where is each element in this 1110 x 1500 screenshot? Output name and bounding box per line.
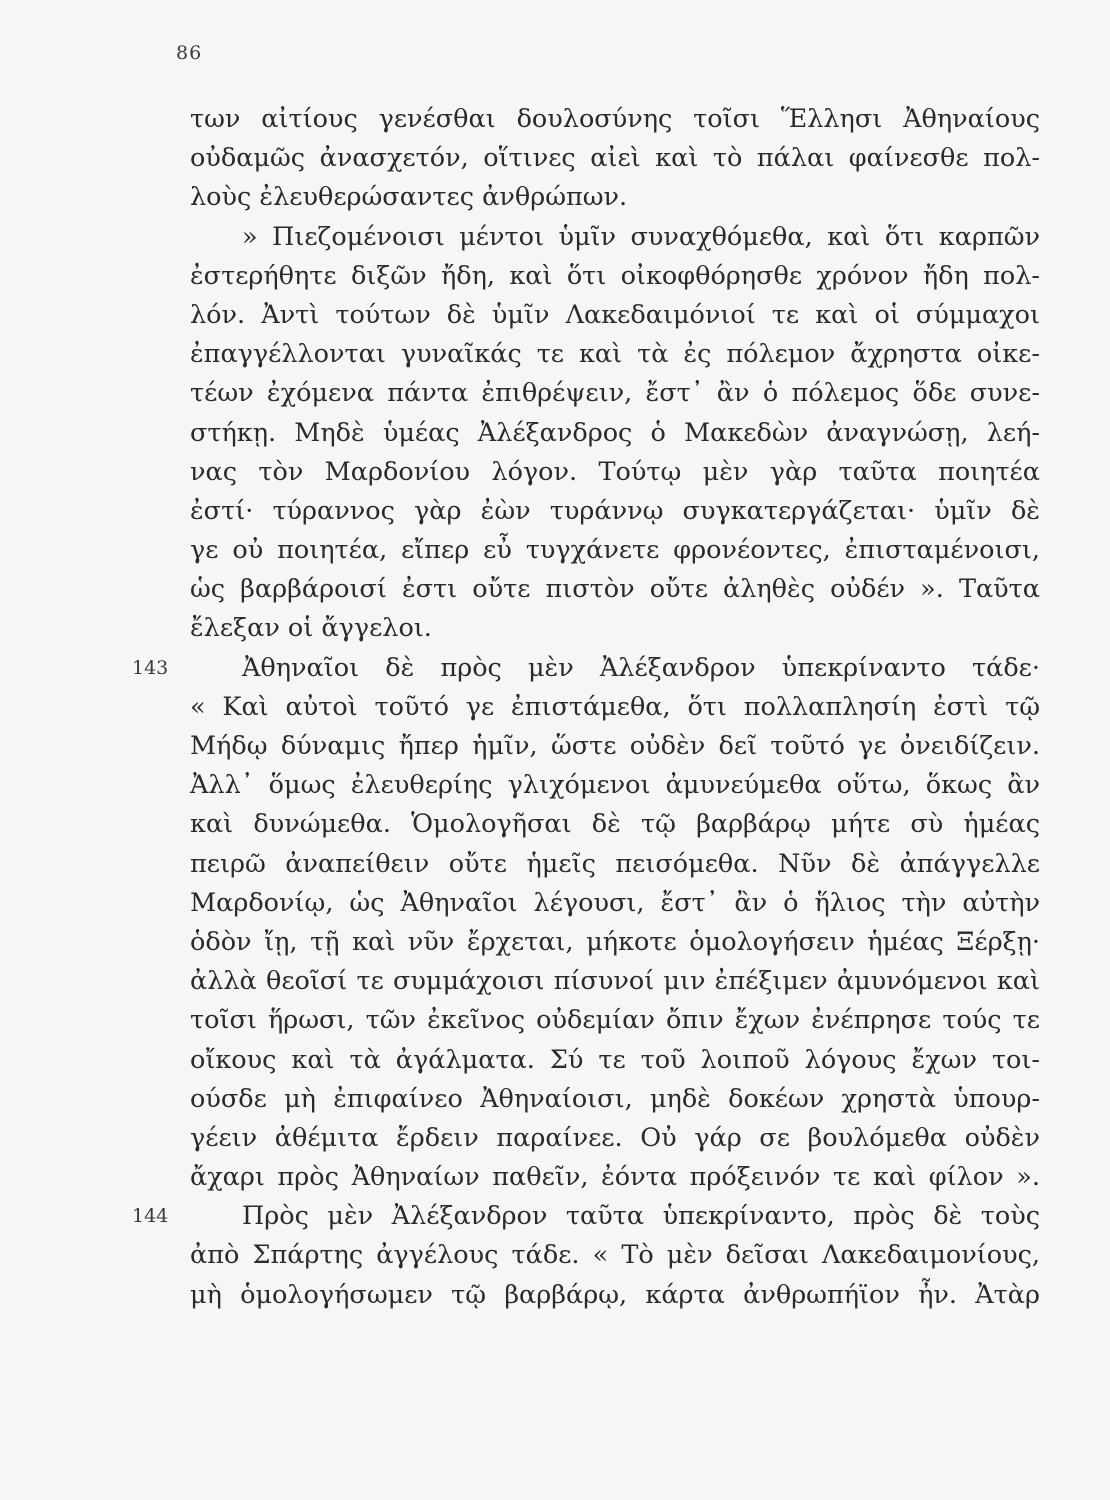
text-line <box>190 962 1040 1001</box>
text-line <box>132 1197 1040 1236</box>
greek-text-block <box>132 100 1040 1315</box>
text-line <box>190 1236 1040 1275</box>
text-line <box>190 727 1040 766</box>
line-text: οὐδαμῶς ἀνασχετόν, οἵτινες αἰεὶ καὶ τὸ πάλαι φαίνεσθε πολ- <box>190 143 1040 174</box>
line-text: ὁδὸν ἴῃ, τῇ καὶ νῦν ἔρχεται, μήκοτε ὁμολογήσειν ἡμέας Ξέρξῃ· <box>190 926 1040 957</box>
line-text: γέειν ἀθέμιτα ἔρδειν παραίνεε. Οὐ γάρ σε βουλόμεθα οὐδὲν <box>190 1122 1040 1153</box>
text-line <box>190 1276 1040 1315</box>
line-text: ἐστί· τύραννος γὰρ ἐὼν τυράννῳ συγκατεργάζεται· ὑμῖν δὲ <box>190 495 1040 526</box>
text-line <box>190 335 1040 374</box>
line-text: νας τὸν Μαρδονίου λόγον. Τούτῳ μὲν γὰρ ταῦτα ποιητέα <box>190 456 1040 487</box>
page-number: 86 <box>176 42 203 64</box>
text-line <box>190 296 1040 335</box>
line-text: στήκῃ. Μηδὲ ὑμέας Ἀλέξανδρος ὁ Μακεδὼν ἀναγνώσῃ, λεή- <box>190 417 1040 448</box>
text-line <box>190 218 1040 257</box>
text-line <box>190 845 1040 884</box>
line-text: ούσδε μὴ ἐπιφαίνεο Ἀθηναίοισι, μηδὲ δοκέων χρηστὰ ὑπουρ- <box>190 1083 1040 1114</box>
text-line <box>190 609 1040 648</box>
text-line <box>190 1158 1040 1197</box>
text-line <box>132 649 1040 688</box>
section-number: 144 <box>132 1205 169 1228</box>
line-text: « Καὶ αὐτοὶ τοῦτό γε ἐπιστάμεθα, ὅτι πολλαπλησίη ἐστὶ τῷ <box>190 691 1040 722</box>
section-number: 143 <box>132 656 169 679</box>
line-text: γε οὐ ποιητέα, εἴπερ εὖ τυγχάνετε φρονέοντες, ἐπισταμένοισι, <box>190 535 1040 566</box>
text-line <box>190 492 1040 531</box>
line-text: οἴκους καὶ τὰ ἀγάλματα. Σύ τε τοῦ λοιποῦ λόγους ἔχων τοι- <box>190 1044 1040 1075</box>
text-line <box>190 374 1040 413</box>
line-text: ἄχαρι πρὸς Ἀθηναίων παθεῖν, ἐόντα πρόξεινόν τε καὶ φίλον ». <box>190 1162 1040 1193</box>
line-text: Πρὸς μὲν Ἀλέξανδρον ταῦτα ὑπεκρίναντο, πρὸς δὲ τοὺς <box>242 1201 1040 1232</box>
text-line <box>190 414 1040 453</box>
text-line <box>190 570 1040 609</box>
text-line <box>190 884 1040 923</box>
line-text: λοὺς ἐλευθερώσαντες ἀνθρώπων. <box>190 182 628 213</box>
text-line <box>190 178 1040 217</box>
line-text: ἐστερήθητε διξῶν ἤδη, καὶ ὅτι οἰκοφθόρησθε χρόνον ἤδη πολ- <box>190 260 1040 291</box>
line-text: Μαρδονίῳ, ὡς Ἀθηναῖοι λέγουσι, ἔστ᾽ ἂν ὁ ἥλιος τὴν αὐτὴν <box>190 887 1040 918</box>
line-text: ὡς βαρβάροισί ἐστι οὔτε πιστὸν οὔτε ἀληθὲς οὐδέν ». Ταῦτα <box>190 574 1040 605</box>
line-text: μὴ ὁμολογήσωμεν τῷ βαρβάρῳ, κάρτα ἀνθρωπήϊον ἦν. Ἀτὰρ <box>190 1279 1040 1310</box>
line-text: ἐπαγγέλλονται γυναῖκάς τε καὶ τὰ ἐς πόλεμον ἄχρηστα οἰκε- <box>190 339 1040 370</box>
text-line <box>190 923 1040 962</box>
text-line <box>190 453 1040 492</box>
text-line <box>190 805 1040 844</box>
text-line <box>190 1001 1040 1040</box>
line-text: των αἰτίους γενέσθαι δουλοσύνης τοῖσι Ἕλλησι Ἀθηναίους <box>190 104 1040 134</box>
line-text: τέων ἐχόμενα πάντα ἐπιθρέψειν, ἔστ᾽ ἂν ὁ πόλεμος ὅδε συνε- <box>190 378 1040 409</box>
line-text: τοῖσι ἥρωσι, τῶν ἐκεῖνος οὐδεμίαν ὄπιν ἔχων ἐνέπρησε τούς τε <box>190 1005 1040 1036</box>
line-text: » Πιεζομένοισι μέντοι ὑμῖν συναχθόμεθα, καὶ ὅτι καρπῶν <box>242 221 1040 252</box>
text-line <box>190 531 1040 570</box>
line-text: πειρῶ ἀναπείθειν οὔτε ἡμεῖς πεισόμεθα. Νῦν δὲ ἀπάγγελλε <box>190 848 1040 879</box>
line-text: Μήδῳ δύναμις ἤπερ ἡμῖν, ὥστε οὐδὲν δεῖ τοῦτό γε ὀνειδίζειν. <box>190 731 1040 761</box>
text-line <box>190 257 1040 296</box>
line-text: λόν. Ἀντὶ τούτων δὲ ὑμῖν Λακεδαιμόνιοί τε καὶ οἱ σύμμαχοι <box>190 299 1040 330</box>
text-line <box>190 1041 1040 1080</box>
text-line <box>190 1080 1040 1119</box>
text-line <box>190 139 1040 178</box>
line-text: καὶ δυνώμεθα. Ὁμολογῆσαι δὲ τῷ βαρβάρῳ μήτε σὺ ἡμέας <box>190 809 1040 840</box>
line-text: ἔλεξαν οἱ ἄγγελοι. <box>190 613 432 644</box>
text-line <box>190 100 1040 139</box>
line-text: ἀπὸ Σπάρτης ἀγγέλους τάδε. « Τὸ μὲν δεῖσαι Λακεδαιμονίους, <box>190 1240 1040 1271</box>
text-line <box>190 766 1040 805</box>
text-line <box>190 688 1040 727</box>
line-text: Ἀθηναῖοι δὲ πρὸς μὲν Ἀλέξανδρον ὑπεκρίναντο τάδε· <box>242 652 1040 683</box>
line-text: Ἀλλ᾽ ὅμως ἐλευθερίης γλιχόμενοι ἀμυνεύμεθα οὕτω, ὅκως ἂν <box>190 770 1040 801</box>
line-text: ἀλλὰ θεοῖσί τε συμμάχοισι πίσυνοί μιν ἐπέξιμεν ἀμυνόμενοι καὶ <box>190 966 1040 997</box>
text-line <box>190 1119 1040 1158</box>
